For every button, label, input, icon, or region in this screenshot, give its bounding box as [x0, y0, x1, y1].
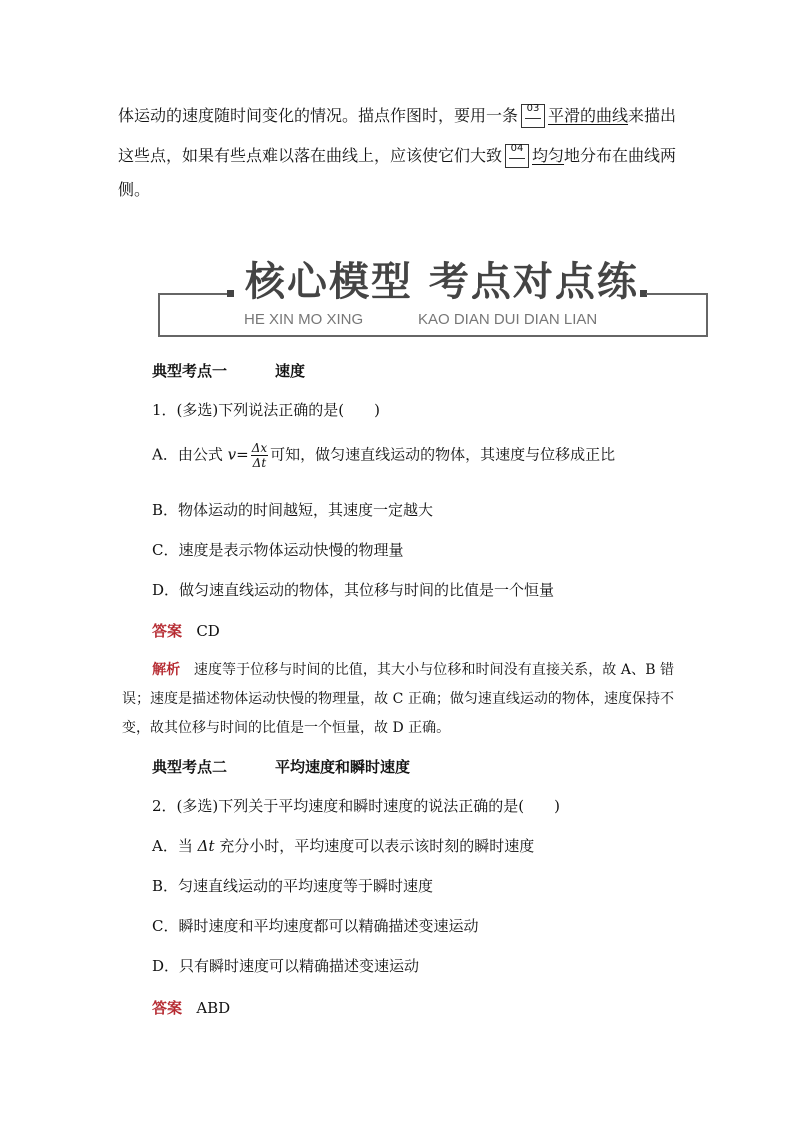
- answer-box-number: 04: [510, 143, 524, 154]
- formula-fraction: [251, 441, 268, 470]
- fill-answer: 均匀: [532, 146, 565, 165]
- option-prefix: A．当: [152, 837, 193, 855]
- question-1-option-a: [152, 441, 615, 470]
- answer-value: CD: [196, 622, 220, 640]
- intro-text: 来描出: [628, 106, 677, 125]
- intro-line-3: 侧。: [118, 180, 151, 199]
- answer-label: 答案: [152, 622, 183, 640]
- answer-box-number: 03: [526, 103, 540, 114]
- section-heading-1: [152, 360, 305, 381]
- intro-text: 地分布在曲线两: [564, 146, 677, 165]
- question-2-option-d: D．只有瞬时速度可以精确描述变速运动: [152, 957, 420, 975]
- answer-value: ABD: [196, 999, 231, 1017]
- explanation-text: 速度等于位移与时间的比值，其大小与位移和时间没有直接关系，故 A、B 错误；速度是描述物体运动快慢的物理量，故 C 正确；做匀速直线运动的物体，速度保持不变，故其位移与时间的比值是一个恒量，故 D 正确。: [122, 662, 675, 736]
- explanation-label: 解析: [152, 662, 181, 678]
- question-2-option-a: [152, 836, 534, 856]
- section-label: 典型考点一: [152, 362, 228, 380]
- option-text: 充分小时，平均速度可以表示该时刻的瞬时速度: [219, 837, 535, 855]
- option-text: 可知，做匀速直线运动的物体，其速度与位移成正比: [270, 445, 616, 464]
- section-topic: 速度: [275, 362, 306, 380]
- answer-box-04: [505, 144, 529, 168]
- question-2-stem: 2．(多选)下列关于平均速度和瞬时速度的说法正确的是( ): [152, 797, 560, 815]
- fraction-numerator: Δx: [251, 441, 268, 455]
- question-1-option-c: C．速度是表示物体运动快慢的物理量: [152, 541, 404, 559]
- question-2-option-c: C．瞬时速度和平均速度都可以精确描述变速运动: [152, 917, 479, 935]
- intro-line-1: [118, 104, 676, 128]
- intro-line-2: [118, 144, 676, 168]
- question-1-answer: [152, 621, 220, 641]
- question-1-option-d: D．做匀速直线运动的物体，其位移与时间的比值是一个恒量: [152, 581, 555, 599]
- banner-pinyin-left: HE XIN MO XING: [244, 311, 364, 328]
- answer-label: 答案: [152, 999, 183, 1017]
- section-label: 典型考点二: [152, 758, 228, 776]
- intro-text: 体运动的速度随时间变化的情况。描点作图时，要用一条: [118, 106, 519, 125]
- intro-text: 这些点，如果有些点难以落在曲线上，应该使它们大致: [118, 146, 503, 165]
- fill-answer: 平滑的曲线: [548, 106, 629, 125]
- fraction-denominator: Δt: [252, 456, 267, 470]
- banner-pinyin-right: KAO DIAN DUI DIAN LIAN: [418, 311, 598, 328]
- question-1-option-b: B．物体运动的时间越短，其速度一定越大: [152, 501, 434, 519]
- formula-equals: =: [236, 445, 249, 464]
- question-2-answer: [152, 998, 230, 1018]
- answer-box-03: [521, 104, 545, 128]
- question-1-stem: 1．(多选)下列说法正确的是( ): [152, 401, 380, 419]
- formula-variable: v: [227, 445, 237, 464]
- question-2-option-b: B．匀速直线运动的平均速度等于瞬时速度: [152, 877, 434, 895]
- section-topic: 平均速度和瞬时速度: [275, 758, 411, 776]
- question-1-explanation: [122, 656, 674, 743]
- formula-variable: Δt: [197, 837, 215, 855]
- banner-title: 核心模型 考点对点练: [245, 258, 639, 305]
- option-prefix: A．由公式: [152, 445, 223, 464]
- banner-square-left: [227, 290, 234, 297]
- section-heading-2: [152, 756, 410, 777]
